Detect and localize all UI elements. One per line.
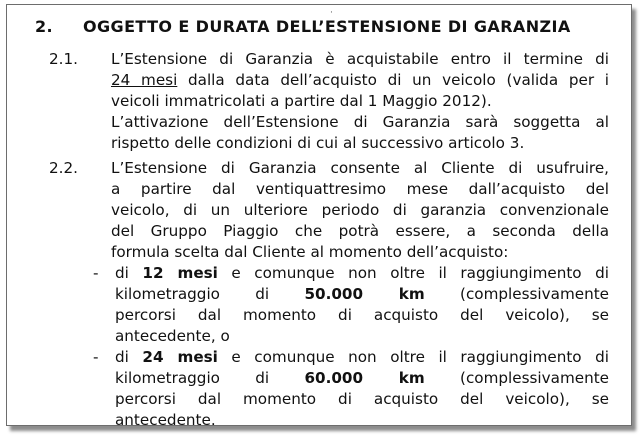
section-heading (35, 17, 571, 36)
text-span: e comunque non oltre il raggiungimento di (217, 264, 609, 282)
section-number: 2. (35, 17, 54, 36)
paragraph-text (111, 158, 609, 263)
text-line (115, 368, 609, 389)
text-line: L’attivazione dell’Estensione di Garanzia sarà soggetta al (111, 113, 609, 131)
text-span: e comunque non oltre il raggiungimento di (217, 348, 609, 366)
text-span: kilometraggio di (115, 285, 305, 303)
text-line: percorsi dal momento di acquisto del veicolo), se (115, 306, 609, 324)
bold-term: 60.000 km (304, 369, 425, 387)
text-line: antecedente. (115, 411, 216, 429)
bold-term: 12 mesi (142, 264, 218, 282)
text-line (115, 347, 609, 368)
text-line: L’Estensione di Garanzia consente al Cliente di usufruire, (111, 159, 609, 177)
page-mark: · (330, 8, 333, 18)
document-page (6, 4, 632, 429)
paragraph-2-1 (49, 49, 609, 154)
text-line: a partire dal ventiquattresimo mese dall’acquisto del (111, 180, 609, 198)
paragraph-number: 2.1. (49, 50, 78, 68)
bold-term: 50.000 km (304, 285, 425, 303)
text-span: (complessivamente (424, 369, 610, 387)
text-line (111, 70, 609, 91)
text-span: di (115, 348, 143, 366)
text-span: kilometraggio di (115, 369, 305, 387)
text-span: (complessivamente (424, 285, 610, 303)
text-line: rispetto delle condizioni di cui al successivo articolo 3. (111, 134, 525, 152)
text-span: dalla data dell’acquisto di un veicolo (valida per i (177, 71, 609, 89)
text-line (115, 284, 609, 305)
paragraph-text (111, 49, 609, 154)
list-item (93, 347, 609, 431)
bold-term: 24 mesi (142, 348, 218, 366)
text-line: formula scelta dal Cliente al momento dell’acquisto: (111, 243, 509, 261)
text-line: percorsi dal momento di acquisto del veicolo), se (115, 390, 609, 408)
bullet-dash: - (93, 348, 99, 366)
text-line: veicoli immatricolati a partire dal 1 Maggio 2012). (111, 92, 492, 110)
list-item (93, 263, 609, 347)
text-span: di (115, 264, 143, 282)
highlighted-term: 24 mesi (111, 71, 178, 89)
list-item-text (115, 347, 609, 431)
text-line: L’Estensione di Garanzia è acquistabile entro il termine di (111, 50, 609, 68)
paragraph-number: 2.2. (49, 159, 78, 177)
paragraph-2-2 (49, 158, 609, 263)
list-item-text (115, 263, 609, 347)
bullet-dash: - (93, 264, 99, 282)
text-line (115, 263, 609, 284)
text-line: antecedente, o (115, 327, 230, 345)
text-line: del Gruppo Piaggio che potrà essere, a seconda della (111, 222, 609, 240)
section-title: OGGETTO E DURATA DELL’ESTENSIONE DI GARANZIA (83, 17, 571, 36)
text-line: veicolo, di un ulteriore periodo di garanzia convenzionale (111, 201, 609, 219)
